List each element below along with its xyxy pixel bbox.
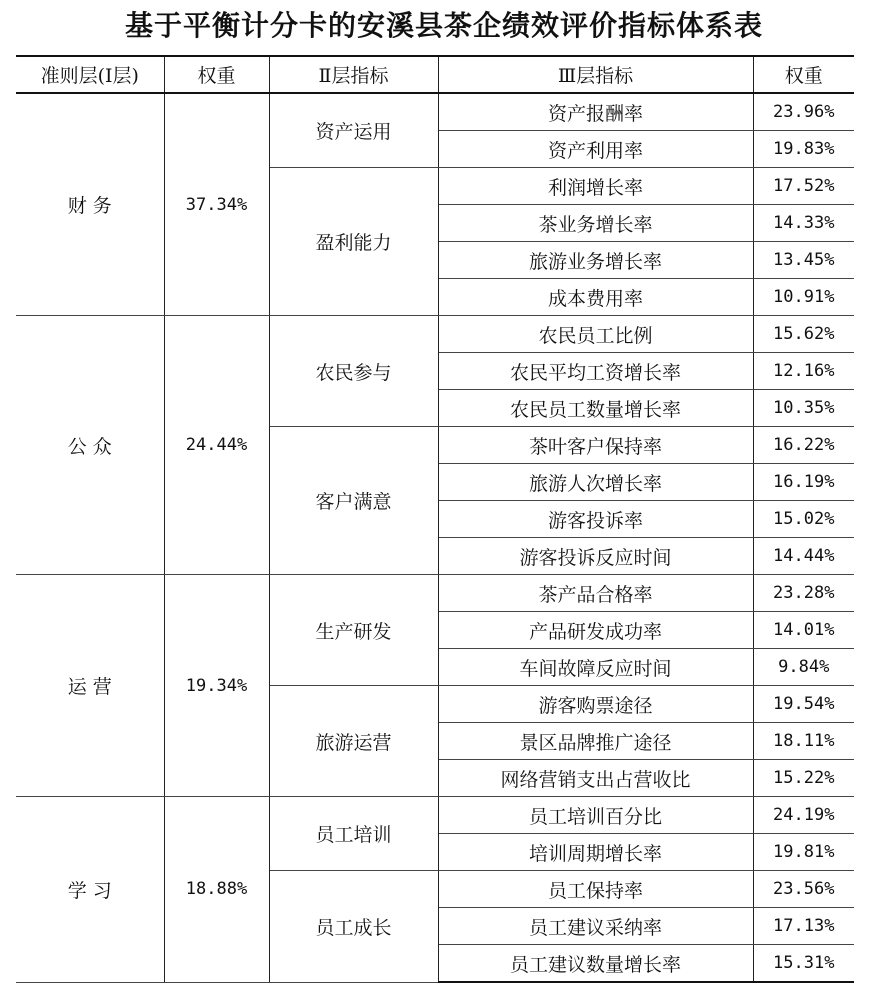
level3-indicator-cell: 茶叶客户保持率 — [438, 427, 753, 464]
criterion-weight-cell: 19.34% — [164, 575, 269, 797]
level3-indicator-cell: 培训周期增长率 — [438, 834, 753, 871]
level3-weight-cell: 13.45% — [753, 242, 854, 279]
level2-indicator-cell: 农民参与 — [269, 316, 438, 427]
level3-indicator-cell: 利润增长率 — [438, 168, 753, 205]
level3-indicator-cell: 茶产品合格率 — [438, 575, 753, 612]
header-level3-weight: 权重 — [753, 56, 854, 93]
header-level2: Ⅱ层指标 — [269, 56, 438, 93]
level3-indicator-cell: 资产利用率 — [438, 131, 753, 168]
level3-indicator-cell: 成本费用率 — [438, 279, 753, 316]
level3-weight-cell: 10.91% — [753, 279, 854, 316]
level3-indicator-cell: 旅游人次增长率 — [438, 464, 753, 501]
level3-weight-cell: 19.81% — [753, 834, 854, 871]
level2-indicator-cell: 员工培训 — [269, 797, 438, 871]
level3-weight-cell: 23.96% — [753, 93, 854, 131]
level3-weight-cell: 14.01% — [753, 612, 854, 649]
level3-indicator-cell: 员工保持率 — [438, 871, 753, 908]
level3-weight-cell: 10.35% — [753, 390, 854, 427]
level3-weight-cell: 23.56% — [753, 871, 854, 908]
level3-weight-cell: 9.84% — [753, 649, 854, 686]
table-row — [16, 316, 854, 353]
level3-indicator-cell: 员工建议采纳率 — [438, 908, 753, 945]
criterion-cell: 公 众 — [16, 316, 164, 575]
level3-weight-cell: 15.02% — [753, 501, 854, 538]
level3-indicator-cell: 游客购票途径 — [438, 686, 753, 723]
level3-indicator-cell: 农民平均工资增长率 — [438, 353, 753, 390]
level2-indicator-cell: 员工成长 — [269, 871, 438, 983]
level3-weight-cell: 16.22% — [753, 427, 854, 464]
indicator-table — [16, 55, 854, 983]
header-criterion: 准则层(Ⅰ层) — [16, 56, 164, 93]
level3-indicator-cell: 游客投诉率 — [438, 501, 753, 538]
level3-indicator-cell: 产品研发成功率 — [438, 612, 753, 649]
level2-indicator-cell: 资产运用 — [269, 93, 438, 168]
table-header-row — [16, 56, 854, 93]
header-level3: Ⅲ层指标 — [438, 56, 753, 93]
criterion-cell: 学 习 — [16, 797, 164, 983]
level3-weight-cell: 17.52% — [753, 168, 854, 205]
criterion-weight-cell: 37.34% — [164, 93, 269, 316]
level3-indicator-cell: 农民员工数量增长率 — [438, 390, 753, 427]
level3-weight-cell: 18.11% — [753, 723, 854, 760]
level3-indicator-cell: 网络营销支出占营收比 — [438, 760, 753, 797]
page-title: 基于平衡计分卡的安溪县茶企绩效评价指标体系表 — [124, 9, 763, 42]
criterion-cell: 运 营 — [16, 575, 164, 797]
level3-indicator-cell: 茶业务增长率 — [438, 205, 753, 242]
level2-indicator-cell: 生产研发 — [269, 575, 438, 686]
table-row — [16, 575, 854, 612]
level3-indicator-cell: 旅游业务增长率 — [438, 242, 753, 279]
level3-indicator-cell: 员工培训百分比 — [438, 797, 753, 834]
level3-indicator-cell: 车间故障反应时间 — [438, 649, 753, 686]
level3-weight-cell: 19.54% — [753, 686, 854, 723]
level2-indicator-cell: 客户满意 — [269, 427, 438, 575]
level3-weight-cell: 15.31% — [753, 945, 854, 983]
level3-weight-cell: 19.83% — [753, 131, 854, 168]
criterion-weight-cell: 24.44% — [164, 316, 269, 575]
level3-indicator-cell: 农民员工比例 — [438, 316, 753, 353]
table-row — [16, 93, 854, 131]
criterion-cell: 财 务 — [16, 93, 164, 316]
level3-weight-cell: 14.33% — [753, 205, 854, 242]
level3-weight-cell: 24.19% — [753, 797, 854, 834]
level3-weight-cell: 17.13% — [753, 908, 854, 945]
header-criterion-weight: 权重 — [164, 56, 269, 93]
level3-weight-cell: 12.16% — [753, 353, 854, 390]
level3-weight-cell: 23.28% — [753, 575, 854, 612]
level3-indicator-cell: 景区品牌推广途径 — [438, 723, 753, 760]
level3-weight-cell: 15.22% — [753, 760, 854, 797]
table-row — [16, 797, 854, 834]
level3-weight-cell: 16.19% — [753, 464, 854, 501]
level3-indicator-cell: 游客投诉反应时间 — [438, 538, 753, 575]
level3-weight-cell: 15.62% — [753, 316, 854, 353]
level3-indicator-cell: 员工建议数量增长率 — [438, 945, 753, 983]
level3-weight-cell: 14.44% — [753, 538, 854, 575]
level2-indicator-cell: 旅游运营 — [269, 686, 438, 797]
level3-indicator-cell: 资产报酬率 — [438, 93, 753, 131]
criterion-weight-cell: 18.88% — [164, 797, 269, 983]
level2-indicator-cell: 盈利能力 — [269, 168, 438, 316]
table-body — [16, 93, 854, 982]
